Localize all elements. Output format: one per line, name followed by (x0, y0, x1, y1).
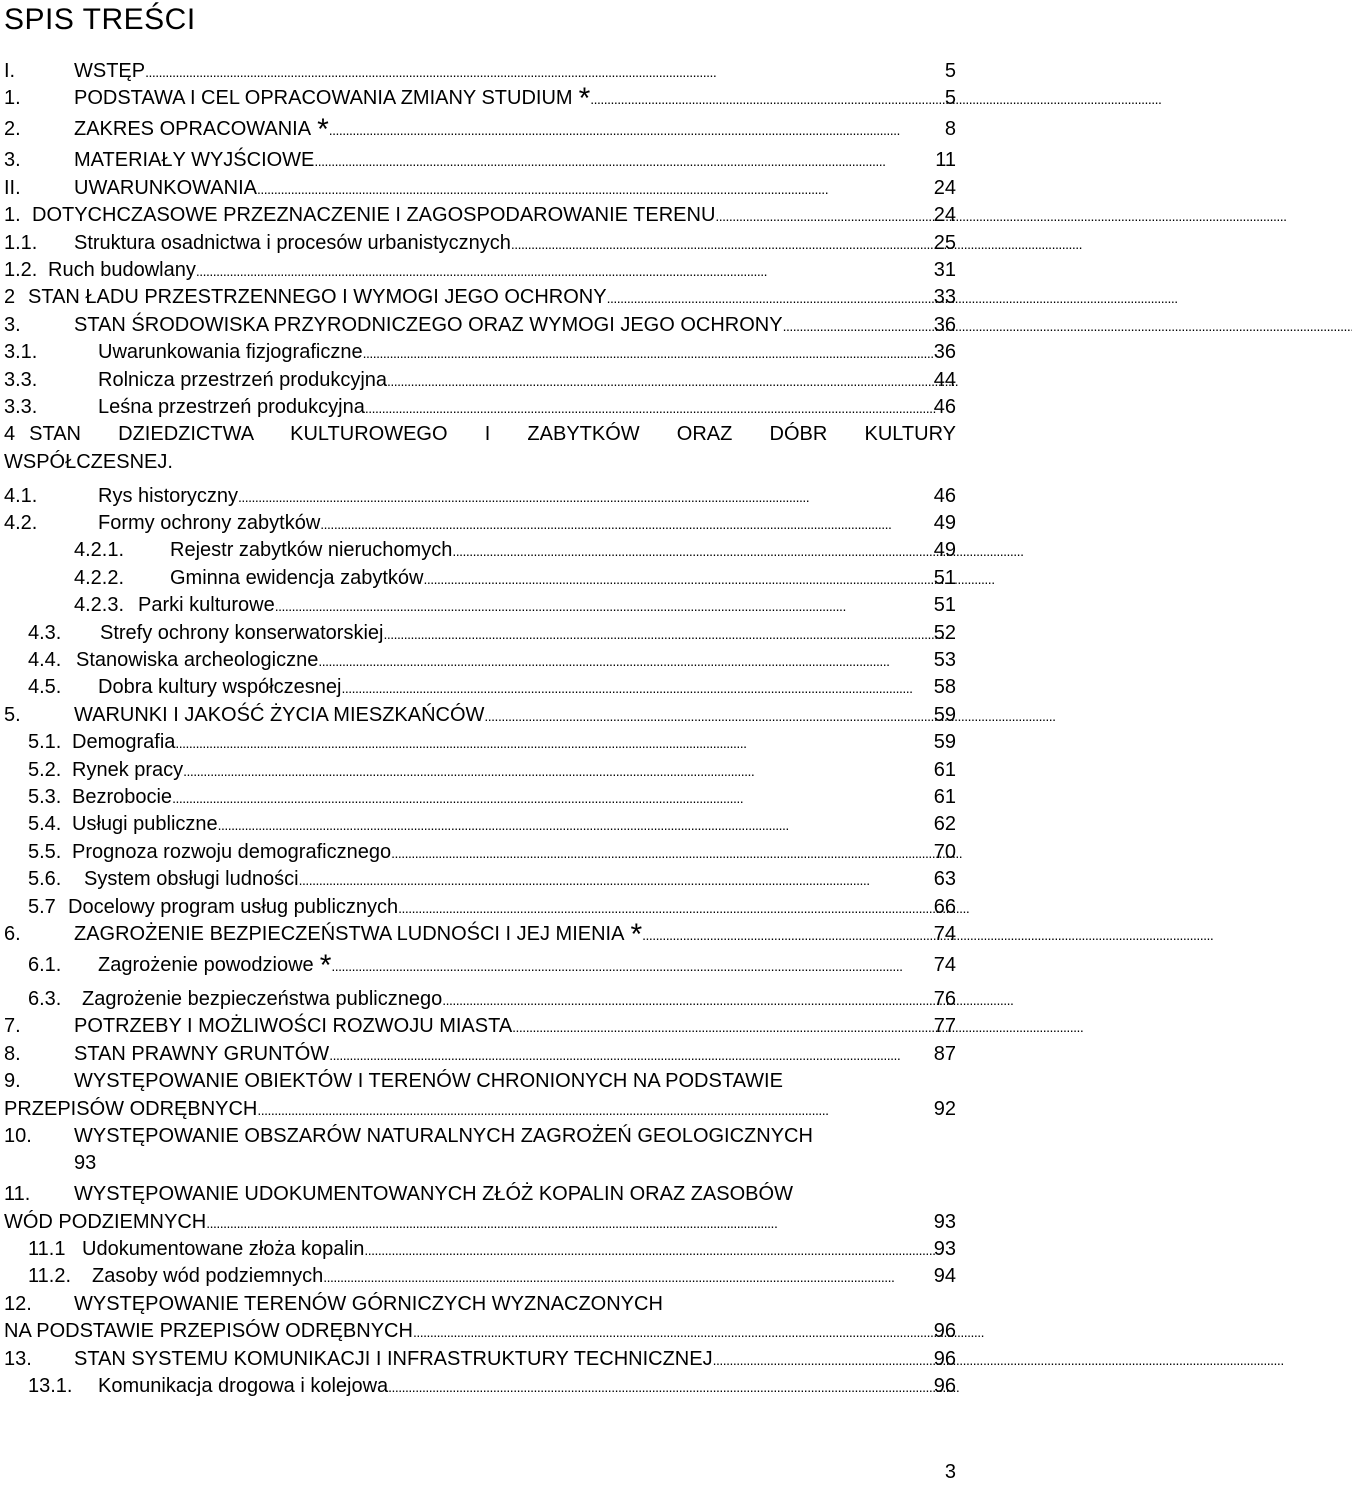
toc-title: ZAKRES OPRACOWANIA (74, 118, 312, 141)
toc-page: 87 (933, 1042, 956, 1065)
toc-title: Docelowy program usług publicznych (68, 895, 399, 918)
toc-page: 36 (933, 313, 956, 336)
toc-page: 24 (933, 204, 956, 227)
toc-entry[interactable] (4, 369, 956, 396)
toc-number: 4.2. (4, 512, 38, 535)
toc-title: Ruch budowlany (48, 258, 196, 281)
toc-number: 5.2. (28, 758, 62, 781)
toc-number: 5.3. (28, 785, 62, 808)
toc-leader (206, 1211, 932, 1234)
toc-title: Demografia (72, 731, 176, 754)
toc-entry-heading[interactable] (4, 1070, 958, 1097)
toc-leader (512, 1015, 932, 1038)
toc-page: 74 (933, 922, 956, 945)
toc-number: 4.2.3. (74, 594, 125, 617)
toc-title: Zagrożenie powodziowe (98, 953, 314, 976)
toc-title: Struktura osadnictwa i procesów urbanistycznych (74, 231, 511, 254)
toc-number: 3.1. (4, 341, 38, 364)
toc-entry[interactable] (4, 1015, 956, 1042)
toc-entry-heading[interactable] (4, 1125, 958, 1152)
toc-title: POTRZEBY I MOŻLIWOŚCI ROZWOJU MIASTA (74, 1015, 513, 1038)
toc-number: 4.1. (4, 484, 38, 507)
toc-title: Rys historyczny (98, 484, 239, 507)
toc-number: 4.4. (28, 649, 62, 672)
toc-leader (238, 485, 932, 508)
toc-leader (642, 923, 932, 946)
toc-leader (299, 868, 932, 891)
toc-title-continuation: PRZEPISÓW ODRĘBNYCH (4, 1097, 258, 1120)
toc-title: Parki kulturowe (138, 594, 275, 617)
toc-title: Uwarunkowania fizjograficzne (98, 341, 363, 364)
toc-number: 1.1. (4, 231, 38, 254)
toc-entry[interactable] (4, 813, 956, 840)
toc-number: 10. (4, 1124, 32, 1147)
toc-leader (183, 759, 932, 782)
toc-page: 8 (944, 118, 956, 141)
toc-page: 59 (933, 703, 956, 726)
toc-leader (387, 369, 932, 392)
toc-title: ZAGROŻENIE BEZPIECZEŃSTWA LUDNOŚCI I JEJ MIENIA (74, 922, 625, 945)
toc-page: 36 (933, 341, 956, 364)
page-title: SPIS TREŚCI (4, 3, 196, 36)
toc-entry[interactable]: 6.1. Zagrożenie powodziowe * . . . 74 (4, 954, 956, 988)
toc-number: 4.2.2. (74, 566, 125, 589)
toc-entry[interactable] (4, 622, 956, 649)
toc-entry[interactable] (4, 396, 956, 423)
toc-title: WYSTĘPOWANIE TERENÓW GÓRNICZYCH WYZNACZONYCH (74, 1292, 663, 1315)
toc-number: 13. (4, 1347, 32, 1370)
toc-number: 4 (4, 423, 16, 446)
toc-leader (413, 1320, 932, 1343)
toc-page: 92 (933, 1097, 956, 1120)
toc-entry[interactable] (4, 868, 956, 895)
toc-title: WARUNKI I JAKOŚĆ ŻYCIA MIESZKAŃCÓW (74, 703, 485, 726)
toc-entry[interactable] (4, 896, 956, 923)
toc-title: Usługi publiczne (72, 813, 218, 836)
toc-number: 5.6. (28, 868, 62, 891)
toc-leader (341, 676, 932, 699)
toc-page: 62 (933, 813, 956, 836)
toc-title: UWARUNKOWANIA (74, 176, 257, 199)
toc-leader (257, 177, 932, 200)
toc-leader (388, 1375, 932, 1398)
toc-number: 9. (4, 1070, 21, 1093)
toc-leader (196, 259, 932, 282)
toc-title-continuation: NA PODSTAWIE PRZEPISÓW ODRĘBNYCH (4, 1320, 413, 1343)
toc-title: WSTĘP (74, 60, 146, 82)
toc-leader (442, 988, 932, 1011)
toc-entry[interactable] (4, 485, 956, 512)
toc-number: 4.2.1. (74, 539, 125, 562)
toc-entry-heading[interactable] (4, 1293, 958, 1320)
toc-title: WYSTĘPOWANIE OBSZARÓW NATURALNYCH ZAGROŻEŃ GEOLOGICZNYCH (74, 1124, 813, 1147)
toc-number: 11. (4, 1183, 31, 1206)
toc-page: 11 (935, 149, 956, 172)
toc-entry[interactable] (4, 1320, 956, 1347)
toc-page: 61 (933, 785, 956, 808)
toc-title: Formy ochrony zabytków (98, 512, 321, 535)
toc-number: 5.5. (28, 840, 62, 863)
toc-page: 51 (933, 566, 956, 589)
toc-title: STAN ŚRODOWISKA PRZYRODNICZEGO ORAZ WYMOGI JEGO OCHRONY (74, 313, 783, 336)
toc-number: 12. (4, 1292, 32, 1315)
toc-number: 2. (4, 118, 21, 141)
toc-entry[interactable] (4, 149, 956, 176)
toc-page: 66 (933, 895, 956, 918)
toc-title: Dobra kultury współczesnej (98, 676, 342, 699)
toc-page: 94 (933, 1265, 956, 1288)
toc-title: STAN PRAWNY GRUNTÓW (74, 1042, 330, 1065)
toc-entry[interactable] (4, 786, 956, 813)
toc-leader (318, 649, 932, 672)
toc-title: PODSTAWA I CEL OPRACOWANIA ZMIANY STUDIUM (74, 87, 573, 110)
toc-entry[interactable] (4, 539, 956, 566)
toc-leader (452, 539, 932, 562)
toc-entry[interactable] (4, 731, 956, 758)
toc-number: 11.1 (28, 1238, 66, 1261)
toc-leader (715, 204, 932, 227)
toc-page: 49 (933, 512, 956, 535)
toc-entry[interactable] (4, 286, 956, 313)
toc-leader (363, 341, 932, 364)
toc-title: STAN SYSTEMU KOMUNIKACJI I INFRASTRUKTURY TECHNICZNEJ (74, 1347, 713, 1370)
page-number: 3 (944, 1461, 956, 1483)
toc-title: Rolnicza przestrzeń produkcyjna (98, 368, 388, 391)
toc-title: System obsługi ludności (84, 868, 299, 891)
toc-leader (511, 232, 932, 255)
toc-entry[interactable] (4, 512, 956, 539)
toc-number: 6. (4, 922, 21, 945)
toc-leader (218, 813, 932, 836)
toc-title: WYSTĘPOWANIE UDOKUMENTOWANYCH ZŁÓŻ KOPALIN ORAZ ZASOBÓW (74, 1183, 793, 1206)
toc-entry[interactable] (4, 1238, 956, 1265)
toc-leader (323, 1265, 932, 1288)
toc-leader (320, 512, 932, 535)
toc-leader (423, 567, 932, 590)
toc-number: 3. (4, 149, 21, 172)
toc-page: 5 (944, 60, 956, 82)
toc-number: 5. (4, 703, 21, 726)
toc-leader (607, 286, 932, 309)
toc-leader (314, 149, 932, 172)
toc-title: WYSTĘPOWANIE OBIEKTÓW I TERENÓW CHRONIONYCH NA PODSTAWIE (74, 1070, 783, 1093)
toc-leader (145, 60, 932, 83)
toc-page: 77 (933, 1015, 956, 1038)
toc-page: 96 (933, 1375, 956, 1398)
toc-entry[interactable] (4, 594, 956, 621)
toc-number: I. (4, 60, 16, 82)
toc-entry[interactable] (4, 676, 956, 703)
toc-leader (383, 622, 932, 645)
toc-leader (331, 954, 932, 977)
toc-leader (329, 118, 932, 141)
toc-leader (484, 704, 932, 727)
toc-entry[interactable] (4, 314, 956, 341)
toc-entry[interactable] (4, 649, 956, 676)
toc-number: 13.1. (28, 1375, 73, 1398)
toc-page: 31 (933, 258, 956, 281)
toc-page: 33 (933, 286, 956, 309)
toc-number: 6.3. (28, 987, 62, 1010)
toc-leader (713, 1348, 932, 1371)
toc-title: Bezrobocie (72, 785, 173, 808)
toc-number: 8. (4, 1042, 21, 1065)
toc-page: 5 (944, 87, 956, 110)
toc-page: 52 (933, 621, 956, 644)
toc-number: 3.3. (4, 395, 38, 418)
toc-entry[interactable] (4, 232, 956, 259)
toc-page: 51 (933, 594, 956, 617)
toc-entry[interactable] (4, 177, 956, 204)
toc-number: 5.1. (28, 731, 62, 754)
toc-entry[interactable] (4, 1043, 956, 1070)
toc-page: 44 (933, 368, 956, 391)
toc-number: 1. (4, 204, 21, 227)
toc-leader (275, 594, 932, 617)
toc-entry[interactable] (4, 60, 956, 87)
toc-number: 4.3. (28, 621, 62, 644)
toc-page: 93 (933, 1210, 956, 1233)
toc-title-continuation: WÓD PODZIEMNYCH (4, 1210, 207, 1233)
toc-leader (590, 87, 932, 110)
toc-leader (364, 1238, 932, 1261)
toc-page: 46 (933, 484, 956, 507)
toc-title: Gminna ewidencja zabytków (170, 566, 424, 589)
toc-page: 96 (933, 1320, 956, 1343)
toc-entry[interactable] (4, 1211, 956, 1238)
toc-leader (329, 1043, 932, 1066)
toc-entry[interactable] (4, 988, 956, 1015)
toc-title: Rynek pracy (72, 758, 184, 781)
toc-entry[interactable] (4, 1375, 956, 1402)
toc-title-continuation: WSPÓŁCZESNEJ. (4, 450, 173, 473)
toc-title: Leśna przestrzeń produkcyjna (98, 395, 365, 418)
toc-entry[interactable] (4, 759, 956, 786)
toc-page: 74 (933, 953, 956, 976)
toc-leader (365, 396, 932, 419)
toc-entry[interactable] (4, 704, 956, 731)
toc-page: 93 (933, 1238, 956, 1261)
toc-entry[interactable] (4, 1265, 956, 1292)
toc-title: Komunikacja drogowa i kolejowa (98, 1375, 389, 1398)
toc-number: 5.7 (28, 895, 56, 918)
toc-number: 11.2. (28, 1265, 71, 1288)
toc-title: Stanowiska archeologiczne (76, 649, 319, 672)
toc-title-continuation: 93 (74, 1152, 97, 1175)
toc-title: STAN DZIEDZICTWA KULTUROWEGO I ZABYTKÓW ORAZ DÓBR KULTURY (29, 423, 956, 446)
toc-entry[interactable]: 6. ZAGROŻENIE BEZPIECZEŃSTWA LUDNOŚCI I JEJ MIENIA * . . . 74 (4, 923, 956, 954)
toc-title: MATERIAŁY WYJŚCIOWE (74, 149, 315, 172)
toc-page: 63 (933, 868, 956, 891)
toc-page: 59 (933, 731, 956, 754)
toc-entry[interactable]: 2. ZAKRES OPRACOWANIA * . . . 8 (4, 118, 956, 149)
toc-leader (391, 841, 932, 864)
toc-number: 1.2. (4, 258, 38, 281)
toc-entry-heading[interactable] (4, 423, 956, 450)
toc-title: Strefy ochrony konserwatorskiej (100, 621, 384, 644)
toc-leader (175, 731, 932, 754)
toc-title: STAN ŁADU PRZESTRZENNEGO I WYMOGI JEGO OCHRONY (28, 286, 607, 309)
toc-page: 58 (933, 676, 956, 699)
toc-number: 3. (4, 313, 21, 336)
toc-entry[interactable]: 1. PODSTAWA I CEL OPRACOWANIA ZMIANY STUDIUM * . . . 5 (4, 87, 956, 118)
toc-page: 96 (933, 1347, 956, 1370)
toc-page: 49 (933, 539, 956, 562)
toc-page: 46 (933, 395, 956, 418)
toc-number: 7. (4, 1015, 21, 1038)
toc-entry[interactable] (4, 567, 956, 594)
toc-entry-heading[interactable] (4, 1183, 958, 1210)
toc-title: Udokumentowane złoża kopalin (82, 1238, 365, 1261)
toc-page: 76 (933, 987, 956, 1010)
toc-title: DOTYCHCZASOWE PRZEZNACZENIE I ZAGOSPODAROWANIE TERENU (32, 204, 716, 227)
toc-number: II. (4, 176, 21, 199)
toc-number: 5.4. (28, 813, 62, 836)
toc-page: 70 (933, 840, 956, 863)
toc-title: Zasoby wód podziemnych (92, 1265, 324, 1288)
toc-entry[interactable] (4, 1098, 956, 1125)
toc-leader (172, 786, 932, 809)
toc-entry[interactable] (4, 841, 956, 868)
toc-page: 24 (933, 176, 956, 199)
toc-entry[interactable] (4, 259, 956, 286)
toc-entry[interactable] (4, 341, 956, 368)
toc-number: 4.5. (28, 676, 62, 699)
table-of-contents (4, 60, 958, 1402)
toc-leader (398, 896, 932, 919)
toc-number: 1. (4, 87, 21, 110)
toc-number: 2 (4, 286, 16, 309)
toc-entry[interactable] (4, 204, 956, 231)
toc-page: 25 (933, 231, 956, 254)
toc-title: Prognoza rozwoju demograficznego (72, 840, 392, 863)
toc-page: 53 (933, 649, 956, 672)
toc-leader (783, 314, 932, 337)
toc-number: 3.3. (4, 368, 38, 391)
toc-entry[interactable] (4, 1348, 956, 1375)
toc-title: Rejestr zabytków nieruchomych (170, 539, 453, 562)
toc-leader (257, 1098, 932, 1121)
toc-title: Zagrożenie bezpieczeństwa publicznego (82, 987, 443, 1010)
toc-page: 61 (933, 758, 956, 781)
toc-number: 6.1. (28, 953, 62, 976)
